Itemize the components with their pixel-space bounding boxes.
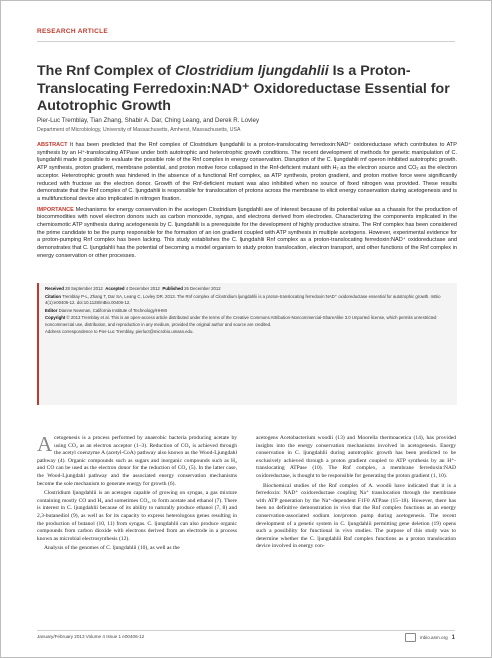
- body-column-left: [37, 432, 237, 555]
- journal-logo-icon: [405, 633, 416, 642]
- accepted-label: Accepted: [105, 286, 125, 291]
- abstract-label: ABSTRACT: [37, 142, 68, 148]
- citation-label: Citation: [45, 293, 61, 299]
- copyright-line: [45, 315, 451, 328]
- body-paragraph: [37, 432, 237, 488]
- body-paragraph: Analysis of the genomes of C. ljungdahlii (10), as well as the: [44, 545, 180, 552]
- editor-name: Dianne Newman, California Institute of Technology/HHMI: [58, 307, 167, 313]
- copyright-label: Copyright: [45, 315, 66, 321]
- published-label: Published: [162, 286, 183, 291]
- title-species-name: Clostridium ljungdahlii: [174, 63, 329, 79]
- footer-divider: [37, 630, 455, 631]
- published-date: 26 December 2012: [184, 286, 221, 291]
- editor-label: Editor: [45, 307, 58, 313]
- editor-line: [45, 308, 451, 314]
- abstract-text: It has been predicted that the Rnf complex of Clostridium ljungdahlii is a proton-translocating ferredoxin:NAD⁺ oxidoreductase which contributes to ATP synthesis by an H⁺-translocating ATPase under both autotrophic and heterotrophic growth conditions. The recent development of methods for genetic manipulation of C. ljungdahlii made it possible to evaluate the possible role of the Rnf complex in energy conservation. Disruption of the C. ljungdahlii rnf operon inhibited autotrophic growth. ATP synthesis, proton gradient, membrane potential, and proton motive force collapsed in the Rnf-deficient mutant with H₂ as the electron source and CO₂ as the electron acceptor. Heterotrophic growth was hindered in the absence of a functional Rnf complex, as ATP synthesis, proton gradient, and proton motive force were significantly reduced with fructose as the electron donor. Growth of the Rnf-deficient mutant was also inhibited when no source of fixed nitrogen was provided. These results demonstrate that the Rnf complex of C. ljungdahlii is responsible for translocation of protons across the membrane to elicit energy conservation during acetogenesis and is a multifunctional device also implicated in nitrogen fixation.: [37, 142, 457, 202]
- importance-label: IMPORTANCE: [37, 206, 74, 213]
- received-date: 28 September 2012: [65, 286, 103, 291]
- abstract-section: [37, 142, 457, 264]
- accepted-date: 4 December 2012: [125, 286, 160, 291]
- paragraph-text: cetogenesis is a process performed by anaerobic bacteria producing acetate by using CO₂ as an electron acceptor (1–3). Reduction of CO₂ is achieved through the acetyl coenzyme A (acetyl-CoA) pathway also known as the Wood-Ljungdahl pathway (4). Organic compounds such as sugars and inorganic compounds such as H₂ and CO can be used as the electron donor for the reduction of CO₂ (5). In the latter case, the Wood-Ljungdahl pathway and the associated energy conservation mechanisms become the sole mechanism to generate energy for growth (6).: [37, 435, 237, 487]
- body-paragraph: acetogens Acetobacterium woodii (13) and Moorella thermoacetica (14), has provided insights into the energy conservation mechanisms involved in acetogenesis. Energy conservation in C. ljungdahlii during autotrophic growth has been predicted to be exclusively achieved through a proton gradient coupled to ATP synthesis by an H⁺-translocating ATPase (10). The Rnf complex, a membrane ferredoxin:NAD oxidoreductase, is thought to be responsible for generating the proton gradient (1, 10).: [256, 435, 456, 479]
- received-label: Received: [45, 286, 64, 291]
- article-title: The Rnf Complex of Clostridium ljungdahlii Is a Proton-Translocating Ferredoxin:NAD⁺ Oxidoreductase Essential for Autotrophic Growth: [37, 63, 450, 114]
- citation-line: [45, 294, 451, 307]
- body-column-right: [256, 435, 456, 553]
- journal-site-link[interactable]: mbio.asm.org: [419, 635, 448, 640]
- abstract-paragraph: [37, 142, 457, 204]
- dates-line: [45, 286, 451, 292]
- affiliation: Department of Microbiology, University of Massachusetts, Amherst, Massachusetts, USA: [37, 127, 241, 133]
- importance-text: Mechanisms for energy conservation in the acetogen Clostridium ljungdahlii are of interest because of its potential value as a chassis for the production of biocommodities with novel electron donors such as carbon monoxide, syngas, and electrons derived from electrodes. Characterizing the components implicated in the chemiosmotic ATP synthesis during acetogenesis by C. ljungdahlii is a prerequisite for the development of highly productive strains. The Rnf complex has been considered the prime candidate to be the pump responsible for the formation of an ion gradient coupled with ATP synthesis in multiple acetogens. However, experimental evidence for a proton-pumping Rnf complex has been lacking. This study establishes the C. ljungdahlii Rnf complex as a proton-translocating ferredoxin:NAD⁺ oxidoreductase and demonstrates that C. ljungdahlii has the potential of becoming a model organism to study proton translocation, electron transport, and other functions of the Rnf complex in energy conservation or other processes.: [37, 206, 457, 259]
- drop-cap: A: [37, 432, 53, 456]
- correspondence-line[interactable]: Address correspondence to Pier-Luc Tremblay, pierluct@microbio.umass.edu.: [45, 329, 194, 335]
- section-label: RESEARCH ARTICLE: [37, 28, 109, 35]
- body-paragraph: Biochemical studies of the Rnf complex of A. woodii have indicated that it is a ferredoxin: NAD⁺ oxidoreductase coupling Na⁺ translocation through the membrane with ATP generation by the Na⁺-dependent F1F0 ATPase (15–18). However, there has been no definitive demonstration in vivo that the Rnf complex functions as an energy conservation-associated sodium ion/proton pump during acetogenesis. The recent development of a genetic system in C. ljungdahlii permitting gene deletion (19) opens such a possibility for functional in vivo studies. The purpose of this study was to determine whether the C. ljungdahlii Rnf complex functions as a proton translocation device involved in energy con-: [256, 482, 456, 550]
- page-number: 1: [451, 634, 455, 641]
- copyright-text: © 2013 Tremblay et al. This is an open-access article distributed under the terms of the Creative Commons Attribution-Noncommercial-ShareAlike 3.0 Unported license, which permits unrestricted noncommercial use, distribution, and reproduction in any medium, provided the original author and source are credited.: [45, 315, 437, 327]
- issue-info: January/February 2013 Volume 4 Issue 1 e00406-12: [37, 634, 145, 639]
- article-metadata-box: [37, 283, 457, 405]
- footer-right: [405, 633, 455, 642]
- citation-text[interactable]: Tremblay P-L, Zhang T, Dar SA, Leang C, Lovley DR. 2013. The Rnf complex of Clostridium ljungdahlii is a proton-translocating ferredoxin:NAD⁺ oxidoreductase essential for autotrophic growth. mBio 4(1):e00406-12. doi:10.1128/mBio.00406-12.: [45, 293, 441, 305]
- top-divider: [37, 41, 455, 42]
- importance-paragraph: [37, 207, 457, 261]
- author-list: Pier-Luc Tremblay, Tian Zhang, Shabir A. Dar, Ching Leang, and Derek R. Lovley: [37, 117, 260, 124]
- body-paragraph: Clostridium ljungdahlii is an acetogen capable of growing on syngas, a gas mixture containing mostly CO and H₂ and sometimes CO₂, to form acetate and ethanol (7). There is interest in C. ljungdahlii because of its ability to naturally produce ethanol (7, 8) and 2,3-butanediol (9), as well as for its capacity to express heterologous genes resulting in the production of butanol (10, 11) from syngas. C. ljungdahlii can also produce organic compounds from carbon dioxide with electrons derived from an electrode in a process known as microbial electrosynthesis (12).: [37, 490, 237, 542]
